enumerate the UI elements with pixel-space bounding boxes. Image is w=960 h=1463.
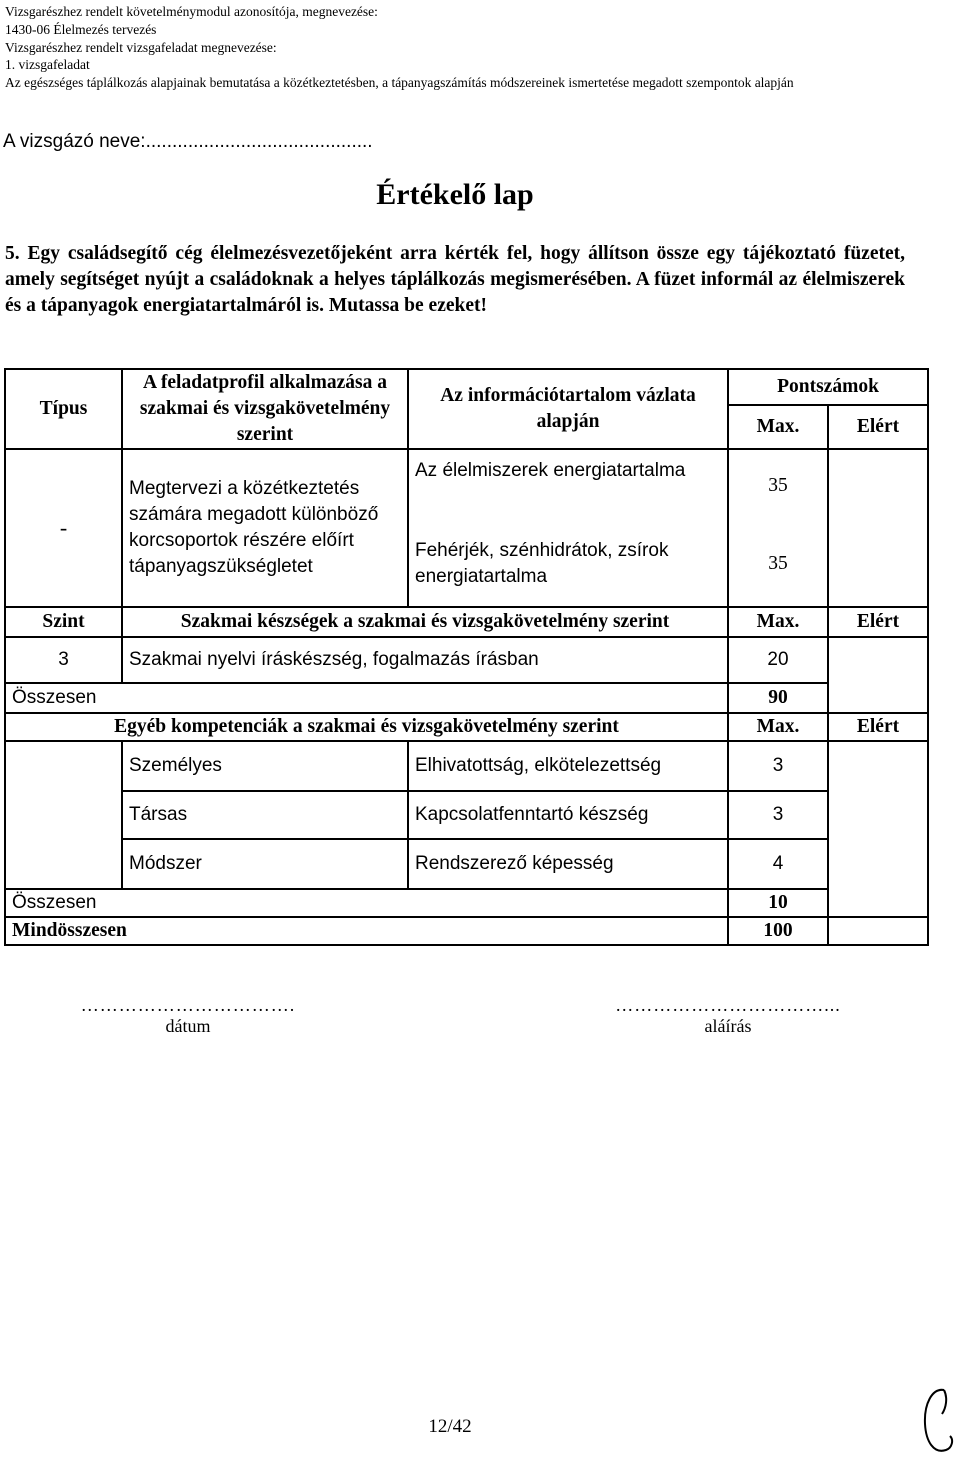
task-info-1: Az élelmiszerek energiatartalma <box>408 449 728 521</box>
competency-name: Kapcsolatfenntartó készség <box>408 791 728 839</box>
competency-max: 3 <box>728 741 828 791</box>
competency-elert <box>828 741 928 917</box>
total-elert <box>828 917 928 945</box>
col-head-tipus: Típus <box>5 369 122 449</box>
sum1-value: 90 <box>728 683 828 713</box>
skills-head-elert: Elért <box>828 607 928 637</box>
sum2-label: Összesen <box>5 889 728 917</box>
date-signature-block <box>48 995 328 1037</box>
task-type: - <box>5 449 122 607</box>
task-max-1: 35 <box>728 449 828 521</box>
date-dots: ……………………………. <box>80 995 296 1015</box>
competency-name: Rendszerező képesség <box>408 839 728 889</box>
candidate-name-line: A vizsgázó neve:........................................... <box>3 131 373 152</box>
header-line: 1. vizsgafeladat <box>5 57 90 73</box>
header-line: Vizsgarészhez rendelt vizsgafeladat megnevezése: <box>5 39 277 55</box>
page-title: Értékelő lap <box>376 178 534 211</box>
handwritten-initial-icon <box>918 1384 958 1459</box>
competency-type: Módszer <box>122 839 408 889</box>
competency-type: Társas <box>122 791 408 839</box>
date-label: dátum <box>165 1016 211 1036</box>
competency-blank <box>5 741 122 889</box>
skills-max: 20 <box>728 637 828 683</box>
competency-max: 4 <box>728 839 828 889</box>
header-line: 1430-06 Élelmezés tervezés <box>5 21 157 37</box>
skills-head-szint: Szint <box>5 607 122 637</box>
header-line: Az egészséges táplálkozás alapjainak bemutatása a közétkeztetésben, a tápanyagszámítás módszereinek ismertetése megadott szempontok alapján <box>5 75 794 91</box>
task-elert <box>828 449 928 607</box>
skills-label: Szakmai nyelvi íráskészség, fogalmazás írásban <box>122 637 728 683</box>
skills-head-label: Szakmai készségek a szakmai és vizsgakövetelmény szerint <box>122 607 728 637</box>
other-head-elert: Elért <box>828 713 928 741</box>
col-head-profil: A feladatprofil alkalmazása a szakmai és vizsgakövetelmény szerint <box>122 369 408 449</box>
sum2-value: 10 <box>728 889 828 917</box>
competency-name: Elhivatottság, elkötelezettség <box>408 741 728 791</box>
col-head-max: Max. <box>728 405 828 449</box>
task-max-2: 35 <box>728 521 828 607</box>
task-description: 5. Egy családsegítő cég élelmezésvezetőjeként arra kérték fel, hogy állítson össze egy tájékoztató füzetet, amely segítséget nyújt a családoknak a helyes táplálkozás megismerésében. A füzet informál az élelmiszerek és a tápanyagok energiatartalmáról is. Mutassa be ezeket! <box>5 243 905 316</box>
task-profile: Megtervezi a közétkeztetés számára megadott különböző korcsoportok részére előírt tápanyagszükségletet <box>122 449 408 607</box>
signature-dots: ……………………………... <box>615 995 841 1015</box>
other-head-label: Egyéb kompetenciák a szakmai és vizsgakövetelmény szerint <box>5 713 728 741</box>
task-info-2: Fehérjék, szénhidrátok, zsírok energiatartalma <box>408 521 728 607</box>
col-head-info: Az információtartalom vázlata alapján <box>408 369 728 449</box>
document-header <box>5 3 955 92</box>
skills-szint: 3 <box>5 637 122 683</box>
page-number: 12/42 <box>428 1416 472 1437</box>
sum1-label: Összesen <box>5 683 728 713</box>
total-label: Mindösszesen <box>5 917 728 945</box>
skills-head-max: Max. <box>728 607 828 637</box>
skills-elert <box>828 637 928 713</box>
col-head-pontszamok: Pontszámok <box>728 369 928 405</box>
col-head-elert: Elért <box>828 405 928 449</box>
other-head-max: Max. <box>728 713 828 741</box>
total-value: 100 <box>728 917 828 945</box>
header-line: Vizsgarészhez rendelt követelménymodul azonosítója, megnevezése: <box>5 4 378 19</box>
competency-type: Személyes <box>122 741 408 791</box>
signature-block <box>578 995 878 1037</box>
evaluation-table <box>4 368 929 946</box>
signature-label: aláírás <box>704 1016 752 1036</box>
competency-max: 3 <box>728 791 828 839</box>
